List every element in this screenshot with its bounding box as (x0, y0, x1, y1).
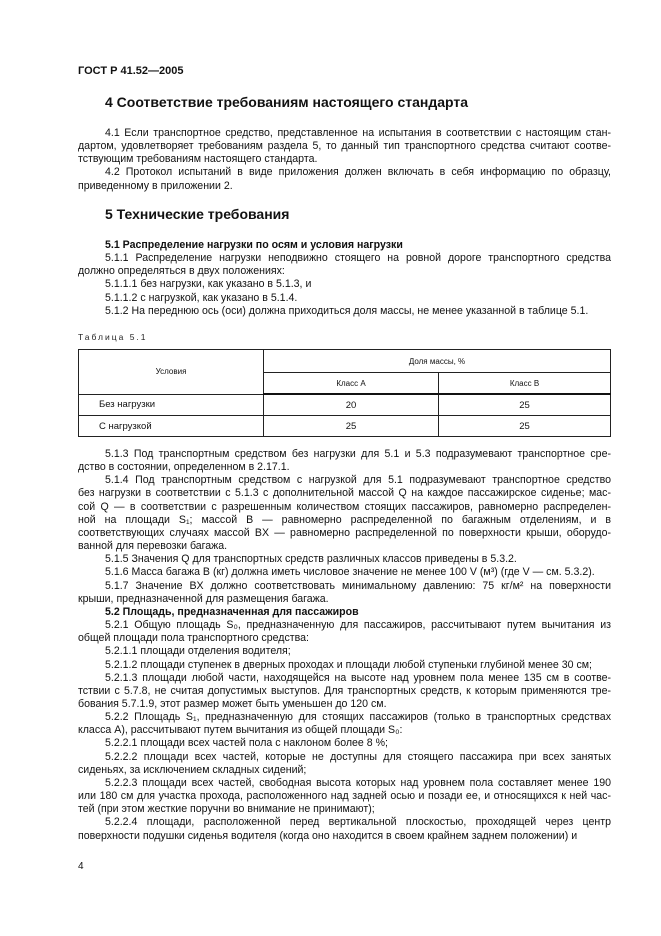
text-line: 4.2 Протокол испытаний в виде приложения должен включать в себя информацию по образцу, (105, 166, 611, 179)
paragraph (78, 777, 611, 816)
paragraph (78, 672, 611, 711)
text-line: ванной для перевозки багажа. (78, 540, 228, 553)
text-line: 5.2.1.2 площади ступенек в дверных проходах и площади любой ступеньки глубиной менее 30 см; (105, 658, 592, 671)
cell-class-b: 25 (439, 416, 611, 437)
text-line: 5.1.6 Масса багажа B (кг) должна иметь числовое значение не менее 100 V (м³) (где V — см. 5.3.2). (105, 566, 595, 579)
text-line: 5.2.2.1 площади всех частей пола с наклоном более 8 %; (105, 737, 388, 750)
text-line: 5.1.4 Под транспортным средством с нагрузкой для 5.1 подразумевают транспортное средство (105, 474, 611, 487)
text-line: 5.2.1.1 площади отделения водителя; (105, 645, 291, 658)
cell-class-a: 25 (264, 416, 439, 437)
text-line: должно определяться в двух положениях: (78, 265, 285, 278)
column-header-conditions: Условия (79, 350, 264, 395)
table-caption: Таблица 5.1 (78, 332, 148, 342)
text-line: 5.2 Площадь, предназначенная для пассажиров (105, 605, 359, 618)
text-line: класса А), рассчитывают путем вычитания из общей площади S₀: (78, 724, 403, 737)
paragraph (78, 751, 611, 777)
text-line: 5.1.1 Распределение нагрузки неподвижно стоящего на ровной дороге транспортного средства (105, 252, 611, 265)
paragraph (78, 553, 611, 566)
text-line: 5.1.7 Значение BX должно соответствовать минимальному давлению: 75 кг/м² на поверхности (105, 579, 611, 592)
table-row (79, 394, 611, 416)
text-line: 5.2.2.4 площади, расположенной перед вертикальной плоскостью, проходящей через центр (105, 816, 611, 829)
section-5-1-3-onward-body (78, 448, 611, 843)
paragraph (78, 816, 611, 842)
text-line: соответствующих случаях массой BX — равномерно распределенной по поверхности крыши, оборудо- (78, 526, 611, 539)
text-line: тей (при этом жесткие поручни во внимание не принимают); (78, 803, 375, 816)
column-header-class-b: Класс В (439, 373, 611, 395)
text-line: 5.2.1.3 площади любой части, находящейся на высоте над уровнем пола менее 135 см в соотве- (105, 671, 611, 684)
text-line: общей площади пола транспортного средства: (78, 632, 309, 645)
section-5-1-body (78, 239, 611, 318)
text-line: 5.2.1 Общую площадь S₀, предназначенную для пассажиров, рассчитывают путем вычитания из (105, 619, 611, 632)
paragraph (78, 448, 611, 474)
text-line: 5.1 Распределение нагрузки по осям и условия нагрузки (105, 239, 403, 251)
cell-class-a: 20 (264, 394, 439, 416)
text-line: без нагрузки в соответствии с 5.1.3 с дополнительной массой Q на каждое пассажирское сиденье; мас- (78, 487, 611, 500)
section-4-heading: 4 Соответствие требованиям настоящего стандарта (105, 94, 469, 110)
cell-condition: С нагрузкой (79, 416, 264, 437)
text-line: 5.1.3 Под транспортным средством без нагрузки для 5.1 и 5.3 подразумевают транспортное сре- (105, 448, 611, 460)
section-4-body (78, 127, 611, 193)
subsection-heading (78, 606, 611, 619)
text-line: бования 5.7.1.9, этот размер может быть уменьшен до 120 см. (78, 697, 387, 710)
paragraph (78, 292, 611, 305)
subsection-heading (78, 239, 611, 252)
text-line: 5.1.5 Значения Q для транспортных средств различных классов приведены в 5.3.2. (105, 553, 517, 566)
paragraph (78, 305, 611, 318)
table-5-1 (78, 349, 611, 437)
paragraph (78, 711, 611, 737)
column-header-mass-share: Доля массы, % (264, 350, 611, 373)
paragraph (78, 659, 611, 672)
text-line: сой Q — в соответствии с разрешенным количеством стоящих пассажиров, равномерно распределен- (78, 500, 611, 513)
paragraph (78, 645, 611, 658)
column-header-class-a: Класс А (264, 373, 439, 395)
paragraph (78, 737, 611, 750)
paragraph (78, 474, 611, 553)
text-line: ной на площади S₁; массой B — равномерно распределенной по багажным отделениям, и в (78, 513, 611, 526)
text-line: тствии с 5.7.8, не считая допустимых выступов. Для транспортных средств, к которым применяются тре- (78, 684, 611, 697)
paragraph (78, 252, 611, 278)
cell-class-b: 25 (439, 394, 611, 416)
page-number: 4 (78, 861, 84, 872)
text-line: 5.2.2 Площадь S₁, предназначенную для стоящих пассажиров (только в транспортных средствах (105, 711, 611, 724)
section-5-heading: 5 Технические требования (105, 206, 290, 222)
paragraph (78, 127, 611, 166)
paragraph (78, 566, 611, 579)
text-line: или 180 см для участка прохода, расположенного над задней осью и позади ее, и относящихся к ней час- (78, 790, 611, 803)
text-line: 5.1.2 На переднюю ось (оси) должна приходиться доля массы, не менее указанной в таблице 5.1. (105, 304, 589, 317)
text-line: тствующим требованиям настоящего стандарта. (78, 153, 318, 166)
paragraph (78, 580, 611, 606)
table-row (79, 416, 611, 437)
text-line: крыши, предназначенной для размещения багажа. (78, 592, 329, 605)
cell-condition: Без нагрузки (79, 394, 264, 416)
document-header: ГОСТ Р 41.52—2005 (78, 65, 184, 77)
text-line: 5.2.2.2 площади всех частей, которые не доступны для стоящего пассажира при всех занятых (105, 750, 611, 763)
text-line: 4.1 Если транспортное средство, представленное на испытания в соответствии с настоящим стан- (105, 127, 611, 139)
text-line: приведенному в приложении 2. (78, 179, 233, 192)
text-line: дство в состоянии, определенном в 2.17.1. (78, 461, 290, 474)
paragraph (78, 619, 611, 645)
text-line: 5.1.1.1 без нагрузки, как указано в 5.1.3, и (105, 278, 312, 291)
text-line: 5.1.1.2 с нагрузкой, как указано в 5.1.4. (105, 291, 298, 304)
text-line: сиденьях, за исключением складных сидений; (78, 763, 307, 776)
paragraph (78, 166, 611, 192)
text-line: дартом, удовлетворяет требованиям раздела 5, то данный тип транспортного средства считают соотве- (78, 140, 611, 153)
text-line: поверхности подушки сиденья водителя (когда оно находится в своем крайнем заднем положении) и (78, 829, 578, 842)
paragraph (78, 278, 611, 291)
text-line: 5.2.2.3 площади всех частей, свободная высота которых над уровнем пола составляет менее 190 (105, 776, 611, 789)
